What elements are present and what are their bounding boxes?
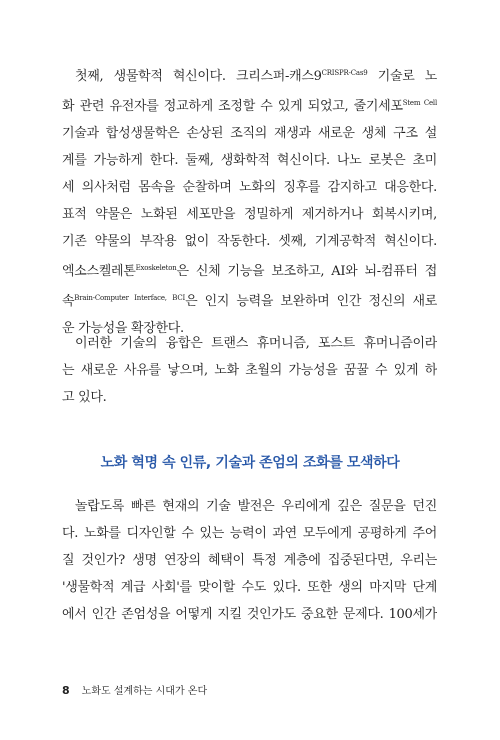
page-number: 8: [62, 684, 70, 697]
text-line: [62, 285, 437, 315]
text-line: 에서 인간 존엄성을 어떻게 지킬 것인가도 중요한 문제다. 100세가: [62, 607, 437, 622]
text-line: '생물학적 계급 사회'를 맞이할 수도 있다. 또한 생의 마지막 단계: [62, 580, 437, 595]
gloss-crispr: CRISPR-Cas9: [321, 69, 368, 77]
text-run: 기술로 노: [367, 69, 437, 84]
gloss-stem-cell: Stem Cell: [402, 99, 437, 107]
gloss-bci: Brain-Computer Interface, BCI: [74, 294, 186, 302]
text-line: 놀랍도록 빠른 현재의 기술 발전은 우리에게 깊은 질문을 던진: [75, 499, 437, 514]
text-line: 이러한 기술의 융합은 트랜스 휴머니즘, 포스트 휴머니즘이라: [75, 336, 437, 351]
text-run: 엑소스켈레톤: [62, 264, 136, 279]
text-run: 속: [62, 294, 75, 309]
paragraph-questions: [62, 493, 437, 628]
text-run: 화 관련 유전자를 정교하게 조정할 수 있게 되었고, 줄기세포: [62, 99, 403, 114]
section-heading: 노화 혁명 속 인류, 기술과 존엄의 조화를 모색하다: [100, 455, 400, 471]
text-line: 기존 약물의 부작용 없이 작동한다. 셋째, 기계공학적 혁신이다.: [62, 234, 437, 249]
gloss-exoskeleton: Exoskeleton: [135, 264, 177, 272]
text-line: [62, 60, 437, 90]
text-line: 운 가능성을 확장한다.: [62, 321, 184, 336]
text-line: 는 새로운 사유를 낳으며, 노화 초월의 가능성을 꿈꿀 수 있게 하: [62, 363, 437, 378]
text-run: 은 인지 능력을 보완하며 인간 정신의 새로: [185, 294, 437, 309]
text-line: 세 의사처럼 몸속을 순찰하며 노화의 징후를 감지하고 대응한다.: [62, 180, 437, 195]
running-title: 노화도 설계하는 시대가 온다: [81, 686, 208, 697]
text-line: 고 있다.: [62, 390, 107, 405]
text-line: 다. 노화를 디자인할 수 있는 능력이 과연 모두에게 공평하게 주어: [62, 526, 437, 541]
page-footer: [62, 682, 207, 697]
text-run: 첫째, 생물학적 혁신이다. 크리스퍼-캐스9: [75, 69, 322, 84]
text-line: [62, 255, 437, 285]
text-line: [62, 90, 437, 120]
text-line: 계를 가능하게 한다. 둘째, 생화학적 혁신이다. 나노 로봇은 초미: [62, 153, 437, 168]
text-line: 질 것인가? 생명 연장의 혜택이 특정 계층에 집중된다면, 우리는: [62, 553, 437, 568]
text-run: 은 신체 기능을 보조하고, AI와 뇌-컴퓨터 접: [176, 264, 437, 279]
text-line: 표적 약물은 노화된 세포만을 정밀하게 제거하거나 회복시키며,: [62, 207, 437, 222]
text-line: 기술과 합성생물학은 손상된 조직의 재생과 새로운 생체 구조 설: [62, 126, 437, 141]
paragraph-convergence: [62, 330, 437, 411]
paragraph-innovations: [62, 60, 437, 342]
